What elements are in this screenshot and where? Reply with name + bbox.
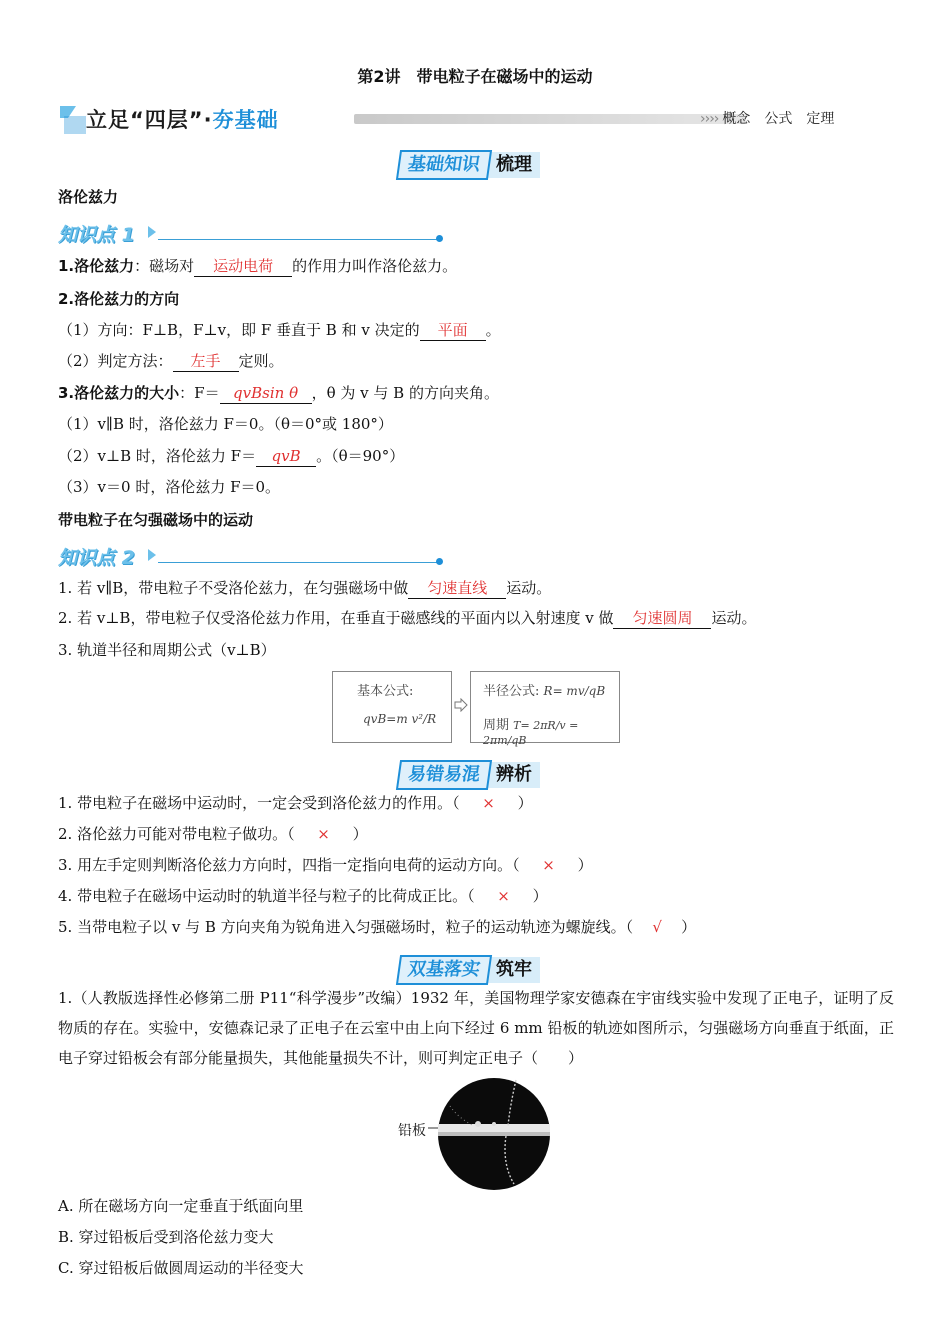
section-header-box: 易错易混 [396,760,492,790]
banner-title [86,104,279,134]
formula-period-label: 周期 [483,718,510,733]
banner-title-left: 立足“四层” [86,108,204,132]
section-header-box: 双基落实 [396,955,492,985]
judge-item-1 [58,793,533,813]
cross-icon: × [497,887,510,905]
formula-box-basic [332,671,452,743]
line-motion-3: 3. 轨道半径和周期公式（v⊥B） [58,641,276,659]
item-text: 的作用力叫作洛伦兹力。 [292,257,458,275]
paren: ） [517,794,533,812]
judge-item-3 [58,855,593,875]
triangle-icon [148,549,156,561]
formula-period-eq: T= 2πR/v = 2πm/qB [483,719,579,747]
section-header-mistakes [398,760,540,790]
cross-icon: × [317,825,330,843]
photo-label-lead-plate: 铅板 [398,1123,426,1139]
answer-blank: 运动电荷 [194,256,292,277]
item-bold: 洛伦兹力的方向 [74,290,180,308]
item-number: 2. [58,290,75,308]
page-title: 第2讲 带电粒子在磁场中的运动 [357,67,593,86]
answer-blank: qvBsin θ [220,383,312,404]
item-text: ：F＝ [179,384,220,402]
judge-text: 2. 洛伦兹力可能对带电粒子做功。（ [58,825,295,843]
line-direction-heading [58,289,179,309]
triangle-icon [148,226,156,238]
formula-radius-eq: R= mv/qB [543,684,606,698]
item-text: 1. 若 v∥B，带电粒子不受洛伦兹力，在匀强磁场中做 [58,579,409,597]
section-header-practice [398,955,540,985]
paren: ） [532,887,548,905]
judge-item-5 [58,917,696,937]
item-text: ，θ 为 v 与 B 的方向夹角。 [311,384,499,402]
arrow-right-icon [454,698,468,712]
knowledge-point-1 [58,220,448,248]
dot-icon [436,235,443,242]
answer-blank: 平面 [420,320,486,341]
paren: ） [352,825,368,843]
answer-blank: 匀速圆周 [613,608,711,629]
answer-blank: qvB [256,446,316,467]
line-direction [58,320,501,341]
item-number: 1. [58,257,75,275]
check-icon: √ [652,918,662,936]
banner-corner-icon [58,102,88,136]
section-header-tail: 筑牢 [488,957,540,983]
banner-dot: · [203,108,213,132]
divider [158,562,440,563]
item-text: 定则。 [238,352,284,370]
line-case-3: （3）v＝0 时，洛伦兹力 F＝0。 [58,478,281,496]
item-text: 运动。 [506,579,552,597]
question-1-stem: 1.（人教版选择性必修第二册 P11“科学漫步”改编）1932 年，美国物理学家安德森在宇宙线实验中发现了正电子，证明了反物质的存在。实验中，安德森记录了正电子在云室中由上向下经过 6 mm 铅板的轨迹如图所示，匀强磁场方向垂直于纸面，正电子穿过铅板会有部分能量损失，其他能量损失不计，则可判定正电子（ ） [58,989,894,1067]
judge-text: 1. 带电粒子在磁场中运动时，一定会受到洛伦兹力的作用。（ [58,794,460,812]
judge-text: 5. 当带电粒子以 v 与 B 方向夹角为锐角进入匀强磁场时，粒子的运动轨迹为螺旋线。（ [58,918,634,936]
judge-item-4 [58,886,548,906]
cross-icon: × [482,794,495,812]
formula-radius-label: 半径公式: [483,684,540,699]
item-number: 3. [58,384,75,402]
line-magnitude [58,383,499,404]
option-c: C. 穿过铅板后做圆周运动的半径变大 [58,1259,304,1277]
formula-radius [483,680,605,699]
judge-text: 3. 用左手定则判断洛伦兹力方向时，四指一定指向电荷的运动方向。（ [58,856,520,874]
line-case-2 [58,446,404,467]
formula-period [483,714,619,748]
item-text: （2）判定方法： [58,352,173,370]
line-motion-1 [58,578,551,599]
section-header-basics [398,150,540,180]
line-case-1: （1）v∥B 时，洛伦兹力 F＝0。（θ＝0°或 180°） [58,415,393,433]
banner-arrows-icon: ›››› [700,111,719,127]
dot-icon [436,558,443,565]
section-header-tail: 梳理 [488,152,540,178]
option-a: A. 所在磁场方向一定垂直于纸面向里 [58,1197,304,1215]
option-b: B. 穿过铅板后受到洛伦兹力变大 [58,1228,274,1246]
paren: ） [681,918,697,936]
item-text: （2）v⊥B 时，洛伦兹力 F＝ [58,447,257,465]
section-header-box: 基础知识 [396,150,492,180]
cloud-chamber-photo [398,1076,558,1194]
formula-box-radius-period [470,671,620,747]
item-text: （1）方向：F⊥B，F⊥v，即 F 垂直于 B 和 v 决定的 [58,321,420,339]
line-lorentz-def [58,256,457,277]
item-text: 。（θ＝90°） [316,447,405,465]
item-bold: 洛伦兹力的大小 [74,384,180,402]
divider [158,239,440,240]
item-text: 。 [485,321,501,339]
line-motion-2 [58,608,756,629]
knowledge-point-label: 知识点 2 [58,547,135,569]
answer-blank: 匀速直线 [408,578,506,599]
item-text: ：磁场对 [134,257,195,275]
judge-text: 4. 带电粒子在磁场中运动时的轨道半径与粒子的比荷成正比。（ [58,887,475,905]
section-banner [58,102,858,136]
item-text: 运动。 [711,609,757,627]
banner-bar [354,114,746,124]
cross-icon: × [542,856,555,874]
banner-tags [700,108,834,128]
knowledge-point-label: 知识点 1 [58,224,135,246]
section-header-tail: 辨析 [488,762,540,788]
heading-motion: 带电粒子在匀强磁场中的运动 [58,511,254,529]
item-bold: 洛伦兹力 [74,257,135,275]
heading-lorentz: 洛伦兹力 [58,188,119,206]
paren: ） [577,856,593,874]
line-rule [58,351,284,372]
banner-title-right: 夯基础 [212,108,279,132]
judge-item-2 [58,824,368,844]
formula-basic-title: 基本公式: [357,684,414,699]
item-text: 2. 若 v⊥B，带电粒子仅受洛伦兹力作用，在垂直于磁感线的平面内以入射速度 v 做 [58,609,614,627]
banner-tags-text: 概念 公式 定理 [722,111,835,127]
answer-blank: 左手 [173,351,239,372]
formula-basic-eq: qvB=m v²/R [363,712,437,726]
knowledge-point-2 [58,543,448,571]
